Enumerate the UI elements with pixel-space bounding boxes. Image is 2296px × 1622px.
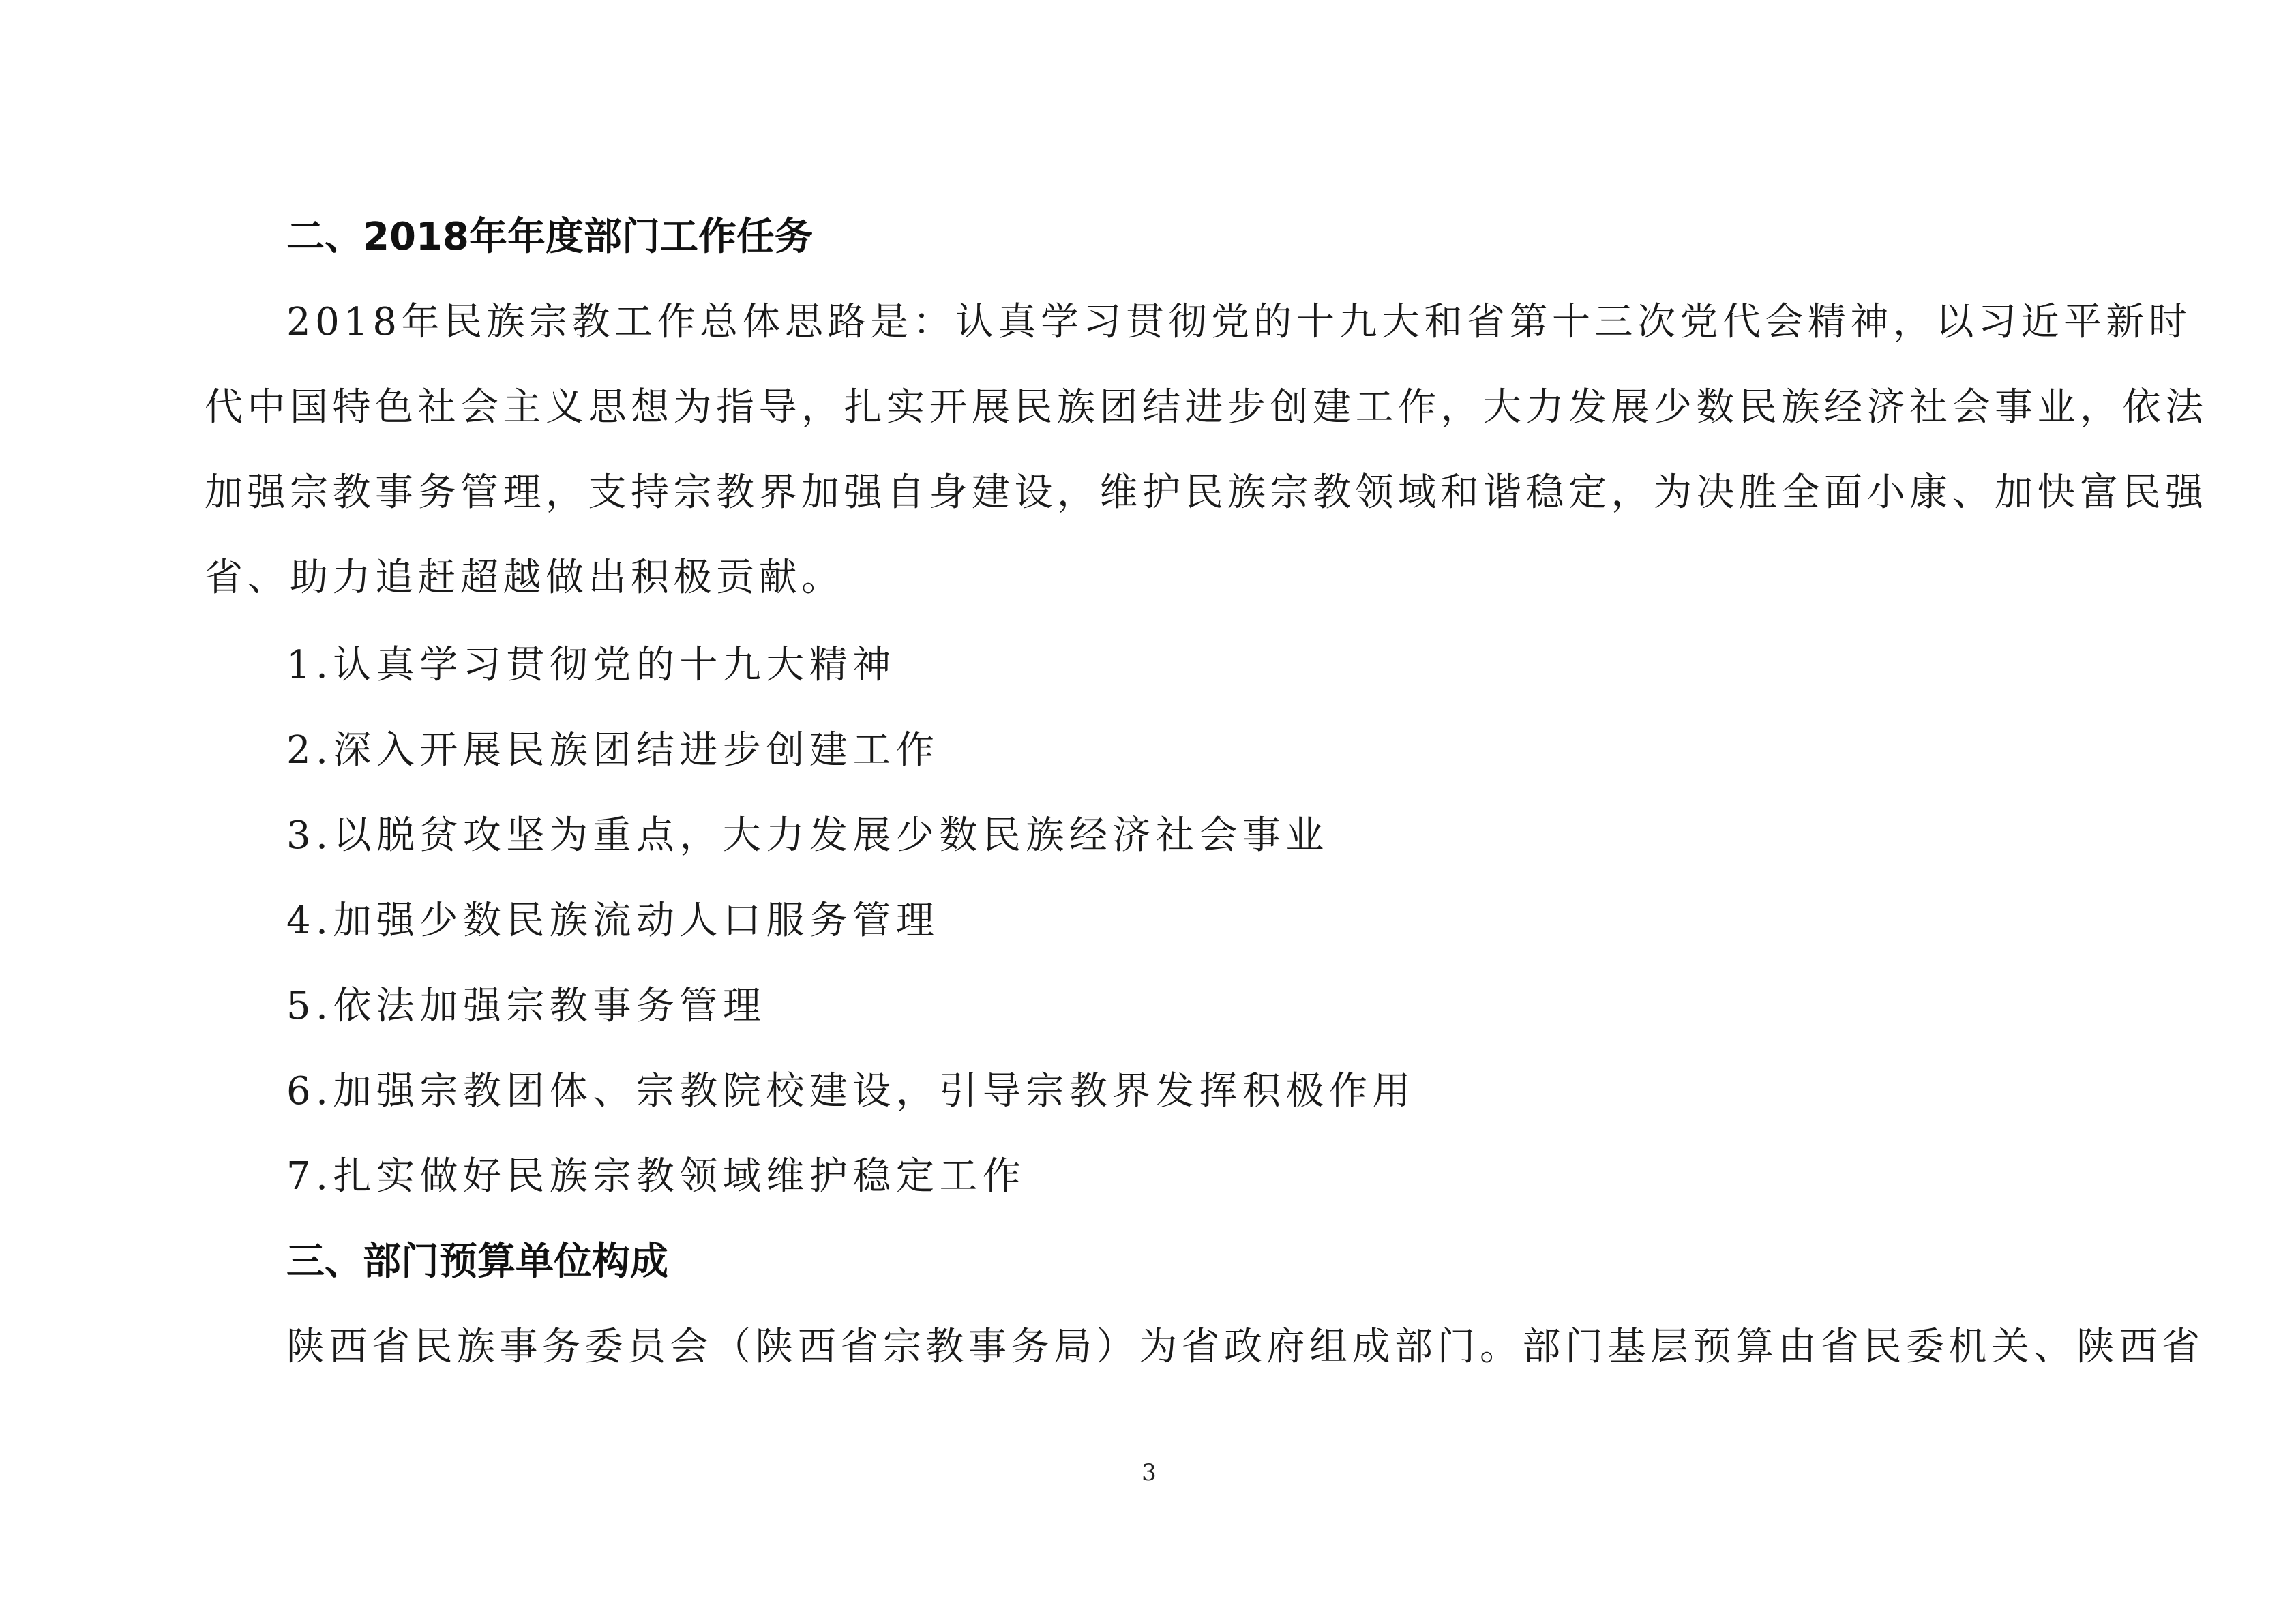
section-heading-budget-units: 三、部门预算单位构成	[286, 1240, 668, 1284]
paragraph-line: 代中国特色社会主义思想为指导，扎实开展民族团结进步创建工作，大力发展少数民族经济社会事业，依法	[205, 385, 2208, 430]
task-item: 2.深入开展民族团结进步创建工作	[286, 728, 940, 772]
paragraph-line: 省、助力追赶超越做出积极贡献。	[205, 556, 844, 600]
paragraph-line: 2018年民族宗教工作总体思路是：认真学习贯彻党的十九大和省第十三次党代会精神，以习近平新时	[286, 300, 2192, 344]
page-number: 3	[1142, 1459, 1157, 1486]
task-item: 6.加强宗教团体、宗教院校建设，引导宗教界发挥积极作用	[286, 1069, 1416, 1113]
paragraph-line: 陕西省民族事务委员会（陕西省宗教事务局）为省政府组成部门。部门基层预算由省民委机关、陕西省	[286, 1325, 2205, 1369]
task-item: 3.以脱贫攻坚为重点，大力发展少数民族经济社会事业	[286, 813, 1329, 858]
task-item: 5.依法加强宗教事务管理	[286, 984, 766, 1028]
paragraph-line: 加强宗教事务管理，支持宗教界加强自身建设，维护民族宗教领域和谐稳定，为决胜全面小康、加快富民强	[205, 470, 2208, 515]
task-item: 1.认真学习贯彻党的十九大精神	[286, 643, 896, 687]
task-item: 4.加强少数民族流动人口服务管理	[286, 899, 940, 943]
task-item: 7.扎实做好民族宗教领域维护稳定工作	[286, 1154, 1026, 1199]
section-heading-work-tasks: 二、2018年年度部门工作任务	[286, 215, 813, 259]
